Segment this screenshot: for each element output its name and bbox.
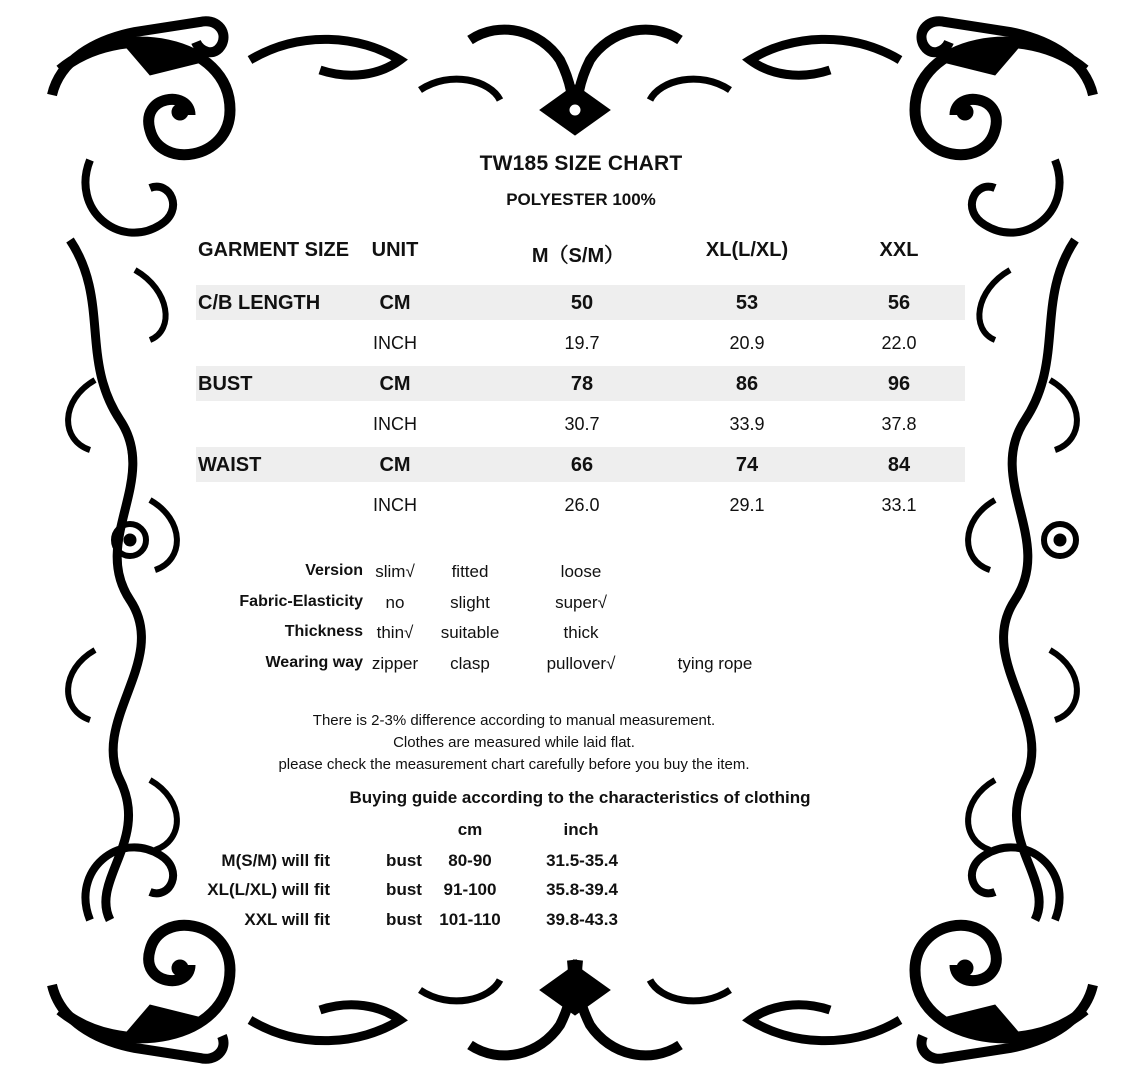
right-side-vine [968,240,1077,920]
note-line: There is 2-3% difference according to manual measurement. [312,712,716,729]
table-cell-unit: CM [379,292,411,314]
table-cell: 53 [735,292,759,314]
header-size-xxl: XXL [879,239,919,261]
attribute-option: fitted [451,562,489,581]
guide-fit-label: XL(L/XL) will fit [207,880,330,899]
table-cell: 96 [887,373,911,395]
header-garment-size: GARMENT SIZE [198,239,350,261]
chart-title: TW185 SIZE CHART [479,152,683,175]
attribute-option: thin√ [376,623,414,642]
note-line: Clothes are measured while laid flat. [393,734,635,751]
attribute-option: clasp [450,654,490,673]
attribute-label-thickness: Thickness [284,623,363,640]
left-side-vine [68,240,177,920]
corner-swirl-bottom-left [60,847,230,1040]
header-size-m: M（S/M） [531,245,625,267]
attribute-option: tying rope [677,654,753,673]
guide-header-cm: cm [457,820,483,839]
attribute-option: slim√ [375,562,415,581]
guide-inch: 39.8-43.3 [546,910,618,929]
guide-header-inch: inch [563,820,599,839]
note-line: please check the measurement chart carefully before you buy the item. [278,756,750,773]
bottom-center-ornament [250,960,900,1055]
corner-swirl-top-right [915,40,1085,233]
header-unit: UNIT [371,239,419,261]
table-cell: 33.9 [729,414,765,434]
table-cell: 37.8 [881,414,917,434]
attribute-option: suitable [440,623,500,642]
guide-part: bust [386,880,422,899]
attribute-option: thick [563,623,599,642]
chart-subtitle: POLYESTER 100% [506,190,656,209]
table-cell: 20.9 [729,333,765,353]
table-cell: 26.0 [564,495,600,515]
attribute-option: zipper [371,654,419,673]
row-label-waist: WAIST [198,454,262,476]
guide-cm: 80-90 [448,851,492,870]
table-cell: 29.1 [729,495,765,515]
table-cell: 50 [570,292,594,314]
table-cell-unit: INCH [373,333,417,353]
row-label-bust: BUST [198,373,253,395]
table-cell: 56 [887,292,911,314]
attribute-option: loose [560,562,602,581]
guide-cm: 91-100 [443,880,497,899]
guide-fit-label: XXL will fit [244,910,330,929]
buying-guide-title: Buying guide according to the characteristics of clothing [349,788,811,807]
table-cell: 84 [887,454,911,476]
table-cell: 22.0 [881,333,917,353]
table-cell-unit: CM [379,373,411,395]
table-cell: 74 [735,454,759,476]
guide-cm: 101-110 [439,910,501,929]
corner-swirl-bottom-right [915,847,1085,1040]
attribute-label-elasticity: Fabric-Elasticity [239,593,363,610]
table-cell: 30.7 [564,414,600,434]
guide-part: bust [386,851,422,870]
attribute-label-version: Version [305,562,363,579]
guide-inch: 31.5-35.4 [546,851,618,870]
table-cell-unit: INCH [373,414,417,434]
header-size-xl: XL(L/XL) [705,239,789,261]
guide-inch: 35.8-39.4 [546,880,618,899]
attribute-option: slight [450,593,490,612]
guide-part: bust [386,910,422,929]
attribute-label-wearing-way: Wearing way [265,654,363,671]
attribute-option: no [385,593,405,612]
table-cell: 66 [570,454,594,476]
row-label-cb-length: C/B LENGTH [198,292,321,314]
top-center-ornament [250,30,900,135]
table-cell: 86 [735,373,759,395]
table-cell-unit: CM [379,454,411,476]
guide-fit-label: M(S/M) will fit [221,851,330,870]
table-cell: 33.1 [881,495,917,515]
table-cell: 78 [570,373,594,395]
corner-swirl-top-left [60,40,230,233]
table-cell: 19.7 [564,333,600,353]
attribute-option: pullover√ [546,654,616,673]
attribute-option: super√ [555,593,607,612]
table-cell-unit: INCH [373,495,417,515]
